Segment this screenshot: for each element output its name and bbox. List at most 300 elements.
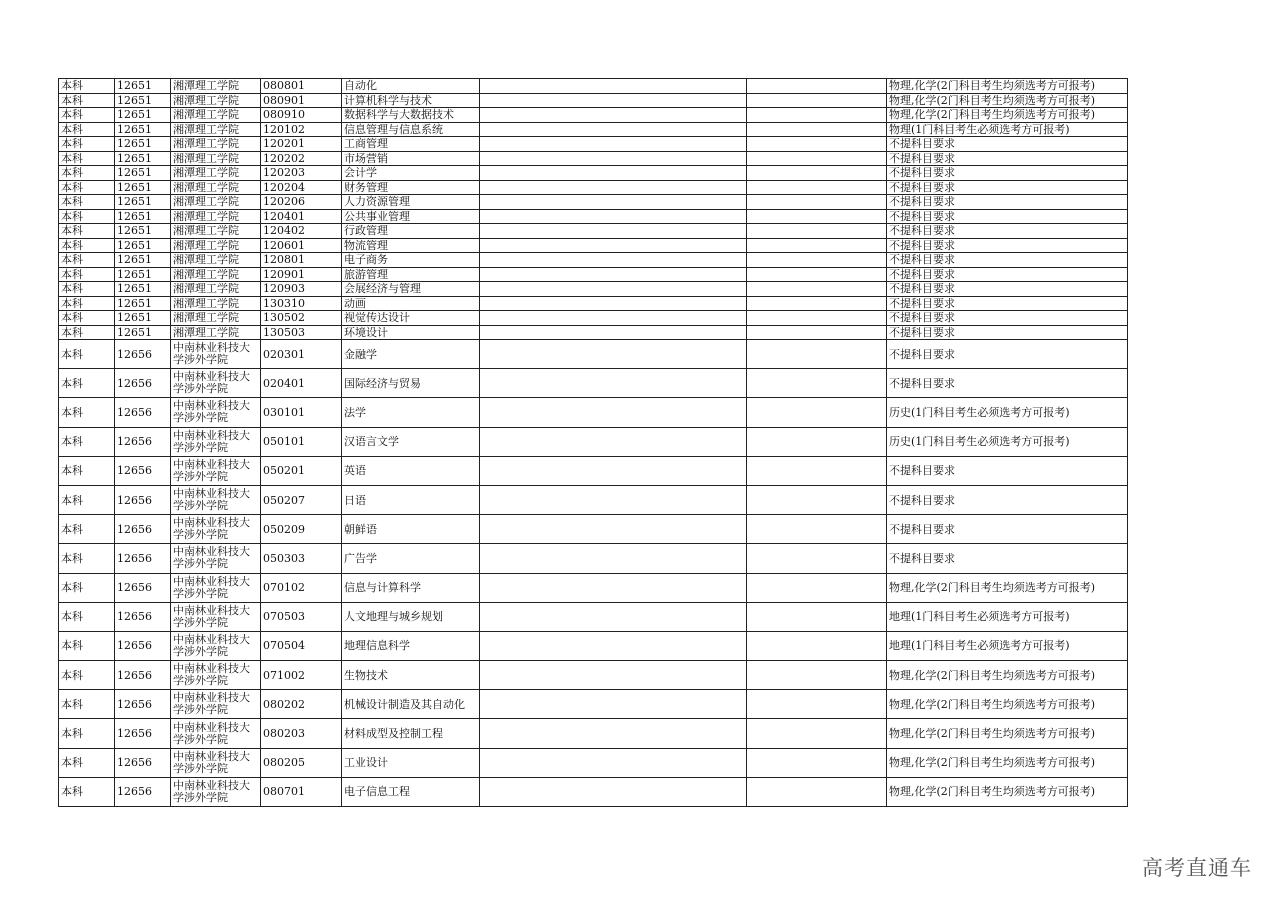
major-name-cell: 会展经济与管理 [342,282,480,297]
school-name-cell: 湘潭理工学院 [171,151,261,166]
blank-cell-b [747,777,887,806]
blank-cell-b [747,122,887,137]
school-name-cell: 湘潭理工学院 [171,267,261,282]
school-name-cell: 湘潭理工学院 [171,180,261,195]
major-name-cell: 行政管理 [342,224,480,239]
level-cell: 本科 [59,296,115,311]
blank-cell-b [747,238,887,253]
school-code-cell: 12656 [115,515,171,544]
table-row [59,456,1128,485]
blank-cell-b [747,515,887,544]
table-row [59,573,1128,602]
requirement-cell: 不提科目要求 [887,166,1128,181]
table-row [59,719,1128,748]
school-name-cell: 中南林业科技大学涉外学院 [171,690,261,719]
requirement-cell: 地理(1门科目考生必须选考方可报考) [887,602,1128,631]
requirement-cell: 不提科目要求 [887,180,1128,195]
level-cell: 本科 [59,719,115,748]
requirement-cell: 物理,化学(2门科目考生均须选考方可报考) [887,748,1128,777]
major-code-cell: 120401 [261,209,342,224]
blank-cell-b [747,719,887,748]
blank-cell-a [480,661,747,690]
major-name-cell: 财务管理 [342,180,480,195]
level-cell: 本科 [59,398,115,427]
table-row [59,253,1128,268]
school-code-cell: 12651 [115,238,171,253]
level-cell: 本科 [59,661,115,690]
requirement-cell: 不提科目要求 [887,544,1128,573]
school-name-cell: 中南林业科技大学涉外学院 [171,485,261,514]
table-row [59,137,1128,152]
major-code-cell: 080910 [261,108,342,123]
major-name-cell: 会计学 [342,166,480,181]
table-row [59,325,1128,340]
requirement-cell: 不提科目要求 [887,296,1128,311]
major-code-cell: 050207 [261,485,342,514]
blank-cell-b [747,224,887,239]
level-cell: 本科 [59,166,115,181]
major-code-cell: 130310 [261,296,342,311]
table-row [59,661,1128,690]
major-name-cell: 环境设计 [342,325,480,340]
level-cell: 本科 [59,238,115,253]
table-body [59,79,1128,807]
school-code-cell: 12651 [115,311,171,326]
level-cell: 本科 [59,267,115,282]
table-row [59,79,1128,94]
school-code-cell: 12651 [115,122,171,137]
blank-cell-a [480,79,747,94]
level-cell: 本科 [59,777,115,806]
level-cell: 本科 [59,340,115,369]
level-cell: 本科 [59,108,115,123]
school-code-cell: 12651 [115,180,171,195]
blank-cell-b [747,456,887,485]
major-name-cell: 人文地理与城乡规划 [342,602,480,631]
table-row [59,340,1128,369]
school-name-cell: 湘潭理工学院 [171,166,261,181]
blank-cell-a [480,748,747,777]
table-row [59,166,1128,181]
school-name-cell: 中南林业科技大学涉外学院 [171,369,261,398]
major-name-cell: 金融学 [342,340,480,369]
school-name-cell: 中南林业科技大学涉外学院 [171,515,261,544]
major-code-cell: 050209 [261,515,342,544]
school-code-cell: 12656 [115,690,171,719]
table-row [59,544,1128,573]
blank-cell-a [480,631,747,660]
school-name-cell: 湘潭理工学院 [171,122,261,137]
requirement-cell: 地理(1门科目考生必须选考方可报考) [887,631,1128,660]
major-code-cell: 070504 [261,631,342,660]
school-code-cell: 12656 [115,661,171,690]
blank-cell-a [480,122,747,137]
major-code-cell: 120801 [261,253,342,268]
major-name-cell: 地理信息科学 [342,631,480,660]
major-name-cell: 人力资源管理 [342,195,480,210]
school-name-cell: 中南林业科技大学涉外学院 [171,777,261,806]
blank-cell-b [747,93,887,108]
requirement-cell: 历史(1门科目考生必须选考方可报考) [887,427,1128,456]
school-code-cell: 12656 [115,631,171,660]
level-cell: 本科 [59,311,115,326]
level-cell: 本科 [59,282,115,297]
blank-cell-a [480,398,747,427]
level-cell: 本科 [59,93,115,108]
blank-cell-b [747,631,887,660]
major-name-cell: 公共事业管理 [342,209,480,224]
blank-cell-b [747,151,887,166]
school-name-cell: 湘潭理工学院 [171,311,261,326]
major-code-cell: 120102 [261,122,342,137]
major-name-cell: 法学 [342,398,480,427]
major-name-cell: 工商管理 [342,137,480,152]
major-code-cell: 080203 [261,719,342,748]
level-cell: 本科 [59,369,115,398]
school-name-cell: 中南林业科技大学涉外学院 [171,456,261,485]
level-cell: 本科 [59,209,115,224]
level-cell: 本科 [59,224,115,239]
major-name-cell: 生物技术 [342,661,480,690]
school-name-cell: 中南林业科技大学涉外学院 [171,398,261,427]
major-name-cell: 广告学 [342,544,480,573]
blank-cell-a [480,282,747,297]
level-cell: 本科 [59,427,115,456]
level-cell: 本科 [59,515,115,544]
major-code-cell: 130502 [261,311,342,326]
blank-cell-b [747,209,887,224]
blank-cell-b [747,690,887,719]
school-code-cell: 12651 [115,296,171,311]
school-name-cell: 中南林业科技大学涉外学院 [171,544,261,573]
table-row [59,631,1128,660]
level-cell: 本科 [59,748,115,777]
blank-cell-a [480,456,747,485]
subject-requirements-table [58,78,1128,807]
table-row [59,690,1128,719]
table-row [59,108,1128,123]
major-name-cell: 动画 [342,296,480,311]
major-code-cell: 050201 [261,456,342,485]
table-row [59,238,1128,253]
school-code-cell: 12651 [115,166,171,181]
blank-cell-a [480,427,747,456]
major-name-cell: 机械设计制造及其自动化 [342,690,480,719]
school-name-cell: 中南林业科技大学涉外学院 [171,719,261,748]
blank-cell-a [480,238,747,253]
blank-cell-a [480,195,747,210]
blank-cell-a [480,690,747,719]
level-cell: 本科 [59,485,115,514]
school-name-cell: 湘潭理工学院 [171,137,261,152]
major-code-cell: 130503 [261,325,342,340]
blank-cell-b [747,427,887,456]
requirement-cell: 物理,化学(2门科目考生均须选考方可报考) [887,690,1128,719]
school-code-cell: 12656 [115,602,171,631]
watermark-text: 高考直通车 [1142,856,1252,880]
requirement-cell: 物理,化学(2门科目考生均须选考方可报考) [887,79,1128,94]
major-name-cell: 朝鲜语 [342,515,480,544]
level-cell: 本科 [59,456,115,485]
blank-cell-b [747,602,887,631]
blank-cell-a [480,340,747,369]
school-name-cell: 中南林业科技大学涉外学院 [171,427,261,456]
major-code-cell: 120903 [261,282,342,297]
requirement-cell: 历史(1门科目考生必须选考方可报考) [887,398,1128,427]
requirement-cell: 不提科目要求 [887,311,1128,326]
school-code-cell: 12656 [115,485,171,514]
blank-cell-b [747,108,887,123]
school-name-cell: 中南林业科技大学涉外学院 [171,340,261,369]
major-name-cell: 电子信息工程 [342,777,480,806]
major-code-cell: 050303 [261,544,342,573]
table-row [59,209,1128,224]
blank-cell-b [747,573,887,602]
major-code-cell: 120901 [261,267,342,282]
requirement-cell: 物理,化学(2门科目考生均须选考方可报考) [887,108,1128,123]
blank-cell-a [480,151,747,166]
blank-cell-a [480,253,747,268]
blank-cell-a [480,166,747,181]
blank-cell-b [747,311,887,326]
school-code-cell: 12651 [115,325,171,340]
table-row [59,195,1128,210]
requirement-cell: 不提科目要求 [887,515,1128,544]
blank-cell-b [747,748,887,777]
school-name-cell: 湘潭理工学院 [171,296,261,311]
major-code-cell: 070102 [261,573,342,602]
major-name-cell: 工业设计 [342,748,480,777]
requirement-cell: 不提科目要求 [887,253,1128,268]
major-name-cell: 日语 [342,485,480,514]
level-cell: 本科 [59,137,115,152]
blank-cell-b [747,296,887,311]
major-code-cell: 070503 [261,602,342,631]
blank-cell-a [480,224,747,239]
blank-cell-a [480,544,747,573]
major-name-cell: 计算机科学与技术 [342,93,480,108]
requirement-cell: 不提科目要求 [887,456,1128,485]
blank-cell-b [747,253,887,268]
level-cell: 本科 [59,151,115,166]
school-name-cell: 湘潭理工学院 [171,108,261,123]
blank-cell-a [480,137,747,152]
table-row [59,602,1128,631]
requirement-cell: 物理,化学(2门科目考生均须选考方可报考) [887,93,1128,108]
table-row [59,398,1128,427]
major-name-cell: 材料成型及控制工程 [342,719,480,748]
requirement-cell: 不提科目要求 [887,282,1128,297]
major-code-cell: 050101 [261,427,342,456]
requirement-cell: 物理,化学(2门科目考生均须选考方可报考) [887,661,1128,690]
requirement-cell: 物理,化学(2门科目考生均须选考方可报考) [887,777,1128,806]
major-code-cell: 030101 [261,398,342,427]
requirement-cell: 不提科目要求 [887,340,1128,369]
school-code-cell: 12656 [115,719,171,748]
requirement-cell: 物理,化学(2门科目考生均须选考方可报考) [887,573,1128,602]
requirement-cell: 不提科目要求 [887,195,1128,210]
level-cell: 本科 [59,690,115,719]
blank-cell-b [747,195,887,210]
major-name-cell: 数据科学与大数据技术 [342,108,480,123]
level-cell: 本科 [59,195,115,210]
major-name-cell: 信息与计算科学 [342,573,480,602]
school-name-cell: 中南林业科技大学涉外学院 [171,661,261,690]
school-name-cell: 湘潭理工学院 [171,209,261,224]
school-name-cell: 中南林业科技大学涉外学院 [171,748,261,777]
requirement-cell: 不提科目要求 [887,485,1128,514]
school-code-cell: 12656 [115,427,171,456]
school-code-cell: 12656 [115,369,171,398]
level-cell: 本科 [59,79,115,94]
blank-cell-a [480,108,747,123]
school-name-cell: 中南林业科技大学涉外学院 [171,631,261,660]
requirement-cell: 不提科目要求 [887,137,1128,152]
blank-cell-a [480,573,747,602]
blank-cell-a [480,267,747,282]
level-cell: 本科 [59,180,115,195]
level-cell: 本科 [59,602,115,631]
school-code-cell: 12656 [115,777,171,806]
major-code-cell: 080202 [261,690,342,719]
table-row [59,296,1128,311]
level-cell: 本科 [59,253,115,268]
blank-cell-a [480,777,747,806]
level-cell: 本科 [59,631,115,660]
blank-cell-b [747,137,887,152]
school-name-cell: 湘潭理工学院 [171,238,261,253]
blank-cell-b [747,166,887,181]
major-code-cell: 020401 [261,369,342,398]
blank-cell-b [747,544,887,573]
blank-cell-b [747,267,887,282]
table-row [59,282,1128,297]
major-code-cell: 071002 [261,661,342,690]
school-name-cell: 湘潭理工学院 [171,79,261,94]
level-cell: 本科 [59,325,115,340]
blank-cell-b [747,340,887,369]
table-row [59,267,1128,282]
major-code-cell: 080901 [261,93,342,108]
table-row [59,180,1128,195]
major-name-cell: 市场营销 [342,151,480,166]
school-code-cell: 12651 [115,282,171,297]
school-name-cell: 湘潭理工学院 [171,224,261,239]
school-name-cell: 中南林业科技大学涉外学院 [171,602,261,631]
school-code-cell: 12651 [115,195,171,210]
major-code-cell: 020301 [261,340,342,369]
major-code-cell: 120601 [261,238,342,253]
major-code-cell: 080205 [261,748,342,777]
blank-cell-b [747,282,887,297]
major-name-cell: 信息管理与信息系统 [342,122,480,137]
requirement-cell: 不提科目要求 [887,151,1128,166]
requirement-cell: 不提科目要求 [887,238,1128,253]
school-code-cell: 12656 [115,573,171,602]
table-row [59,427,1128,456]
school-code-cell: 12651 [115,224,171,239]
major-name-cell: 汉语言文学 [342,427,480,456]
school-code-cell: 12651 [115,151,171,166]
requirement-cell: 不提科目要求 [887,209,1128,224]
table-row [59,311,1128,326]
blank-cell-a [480,719,747,748]
school-code-cell: 12656 [115,398,171,427]
requirement-cell: 不提科目要求 [887,224,1128,239]
table-row [59,224,1128,239]
blank-cell-a [480,485,747,514]
table-row [59,122,1128,137]
table-row [59,485,1128,514]
table-row [59,151,1128,166]
table-row [59,777,1128,806]
blank-cell-a [480,311,747,326]
requirement-cell: 不提科目要求 [887,369,1128,398]
blank-cell-a [480,296,747,311]
blank-cell-b [747,661,887,690]
blank-cell-a [480,602,747,631]
level-cell: 本科 [59,573,115,602]
school-name-cell: 湘潭理工学院 [171,282,261,297]
major-name-cell: 自动化 [342,79,480,94]
major-name-cell: 视觉传达设计 [342,311,480,326]
school-name-cell: 湘潭理工学院 [171,93,261,108]
blank-cell-b [747,325,887,340]
blank-cell-a [480,209,747,224]
major-name-cell: 国际经济与贸易 [342,369,480,398]
school-name-cell: 湘潭理工学院 [171,195,261,210]
school-code-cell: 12651 [115,93,171,108]
school-code-cell: 12651 [115,79,171,94]
school-name-cell: 湘潭理工学院 [171,253,261,268]
school-name-cell: 湘潭理工学院 [171,325,261,340]
school-name-cell: 中南林业科技大学涉外学院 [171,573,261,602]
table-row [59,515,1128,544]
blank-cell-b [747,180,887,195]
blank-cell-a [480,325,747,340]
major-code-cell: 120402 [261,224,342,239]
school-code-cell: 12656 [115,544,171,573]
major-code-cell: 120204 [261,180,342,195]
blank-cell-b [747,79,887,94]
table-row [59,93,1128,108]
major-code-cell: 080801 [261,79,342,94]
blank-cell-b [747,485,887,514]
major-name-cell: 英语 [342,456,480,485]
school-code-cell: 12656 [115,456,171,485]
school-code-cell: 12651 [115,137,171,152]
major-code-cell: 080701 [261,777,342,806]
requirement-cell: 不提科目要求 [887,267,1128,282]
major-name-cell: 物流管理 [342,238,480,253]
level-cell: 本科 [59,122,115,137]
major-name-cell: 电子商务 [342,253,480,268]
blank-cell-b [747,369,887,398]
school-code-cell: 12651 [115,253,171,268]
school-code-cell: 12656 [115,748,171,777]
major-code-cell: 120202 [261,151,342,166]
major-code-cell: 120201 [261,137,342,152]
requirement-cell: 不提科目要求 [887,325,1128,340]
blank-cell-a [480,180,747,195]
table-row [59,369,1128,398]
blank-cell-b [747,398,887,427]
blank-cell-a [480,369,747,398]
school-code-cell: 12656 [115,340,171,369]
blank-cell-a [480,515,747,544]
school-code-cell: 12651 [115,267,171,282]
major-code-cell: 120203 [261,166,342,181]
